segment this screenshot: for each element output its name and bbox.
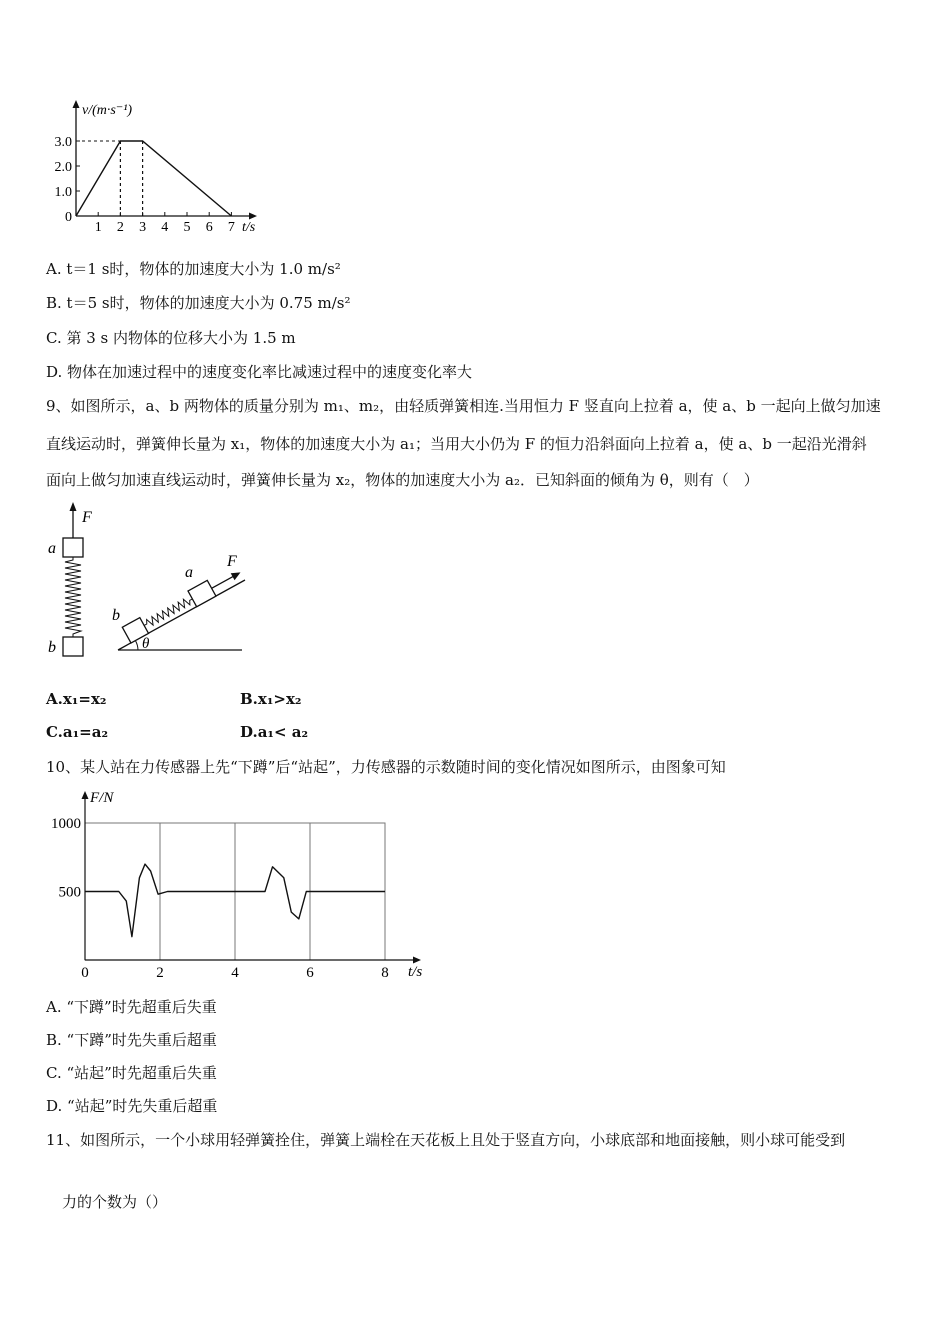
x-tick-label: 2 xyxy=(156,965,164,981)
q8-option-a: A. t＝1 s时，物体的加速度大小为 1.0 m/s² xyxy=(46,260,341,278)
q11-stem-line1: 11、如图所示，一个小球用轻弹簧拴住，弹簧上端栓在天花板上且处于竖直方向，小球底部和地面接触，则小球可能受到 xyxy=(46,1131,846,1149)
q10-option-d: D. “站起”时先失重后超重 xyxy=(46,1097,218,1115)
chart-ticks xyxy=(55,135,235,235)
x-tick-label: 1 xyxy=(94,220,102,235)
q10-option-c: C. “站起”时先超重后失重 xyxy=(46,1064,217,1082)
x-axis-label: t/s xyxy=(408,964,423,980)
x-axis-arrow xyxy=(413,957,421,964)
q9-option-b: B.x₁>x₂ xyxy=(240,690,302,708)
block-b-label-vertical: b xyxy=(48,639,56,656)
q9-stem-line1: 9、如图所示，a、b 两物体的质量分别为 m₁、m₂，由轻质弹簧相连.当用恒力 F 竖直向上拉着 a，使 a、b 一起向上做匀加速 xyxy=(46,397,881,415)
y-tick-label: 500 xyxy=(58,884,81,901)
x-axis-label: t/s xyxy=(242,220,256,235)
angle-theta-label: θ xyxy=(142,636,150,652)
x-axis-arrow xyxy=(249,213,257,220)
q9-stem-line3: 面向上做匀加速直线运动时，弹簧伸长量为 x₂，物体的加速度大小为 a₂．已知斜面的倾角为 θ，则有（ ） xyxy=(46,471,759,489)
q10-option-b: B. “下蹲”时先失重后超重 xyxy=(46,1031,217,1049)
x-tick-label: 4 xyxy=(161,220,169,235)
q10-option-a: A. “下蹲”时先超重后失重 xyxy=(46,998,217,1016)
block-a-label-incline: a xyxy=(185,564,193,581)
chart-ticks xyxy=(51,816,389,981)
x-tick-label: 2 xyxy=(116,220,124,235)
chart-series xyxy=(76,141,231,216)
velocity-line xyxy=(76,141,231,216)
y-axis-arrow xyxy=(82,791,89,799)
q9-stem-line2: 直线运动时，弹簧伸长量为 x₁，物体的加速度大小为 a₁；当用大小仍为 F 的恒力沿斜面向上拉着 a，使 a、b 一起沿光滑斜 xyxy=(46,435,867,453)
q10-stem: 10、某人站在力传感器上先“下蹲”后“站起”，力传感器的示数随时间的变化情况如图所示，由图象可知 xyxy=(46,758,726,776)
x-tick-label: 5 xyxy=(183,220,191,235)
velocity-time-chart xyxy=(40,95,280,240)
y-axis-arrow xyxy=(73,100,80,108)
x-tick-label: 6 xyxy=(306,965,314,981)
x-tick-label: 7 xyxy=(227,220,235,235)
y-tick-label: 2.0 xyxy=(54,160,72,175)
spring-blocks-figure xyxy=(40,500,260,665)
q9-option-a: A.x₁=x₂ xyxy=(46,690,107,708)
q9-option-d: D.a₁< a₂ xyxy=(240,723,309,741)
force-label-vertical: F xyxy=(82,509,92,526)
q8-option-d: D. 物体在加速过程中的速度变化率比减速过程中的速度变化率大 xyxy=(46,363,473,381)
x-tick-label: 3 xyxy=(139,220,147,235)
q8-option-b: B. t＝5 s时，物体的加速度大小为 0.75 m/s² xyxy=(46,294,351,312)
force-label-incline: F xyxy=(227,553,237,570)
chart-axes xyxy=(82,790,423,980)
y-axis-label: v/(m·s⁻¹) xyxy=(82,103,133,118)
y-axis-label: F/N xyxy=(90,790,114,806)
y-tick-label: 1.0 xyxy=(54,185,72,200)
y-tick-label: 0 xyxy=(65,210,72,225)
q11-stem-line2: 力的个数为（） xyxy=(62,1193,168,1211)
block-a-label-vertical: a xyxy=(48,540,56,557)
x-tick-label: 0 xyxy=(81,965,89,981)
y-tick-label: 3.0 xyxy=(54,135,72,150)
q9-option-c: C.a₁=a₂ xyxy=(46,723,109,741)
force-time-chart xyxy=(40,785,440,985)
x-tick-label: 6 xyxy=(205,220,213,235)
x-tick-label: 8 xyxy=(381,965,389,981)
q8-option-c: C. 第 3 s 内物体的位移大小为 1.5 m xyxy=(46,329,296,347)
y-tick-label: 1000 xyxy=(51,816,81,832)
x-tick-label: 4 xyxy=(231,965,239,981)
block-b-label-incline: b xyxy=(112,607,120,624)
